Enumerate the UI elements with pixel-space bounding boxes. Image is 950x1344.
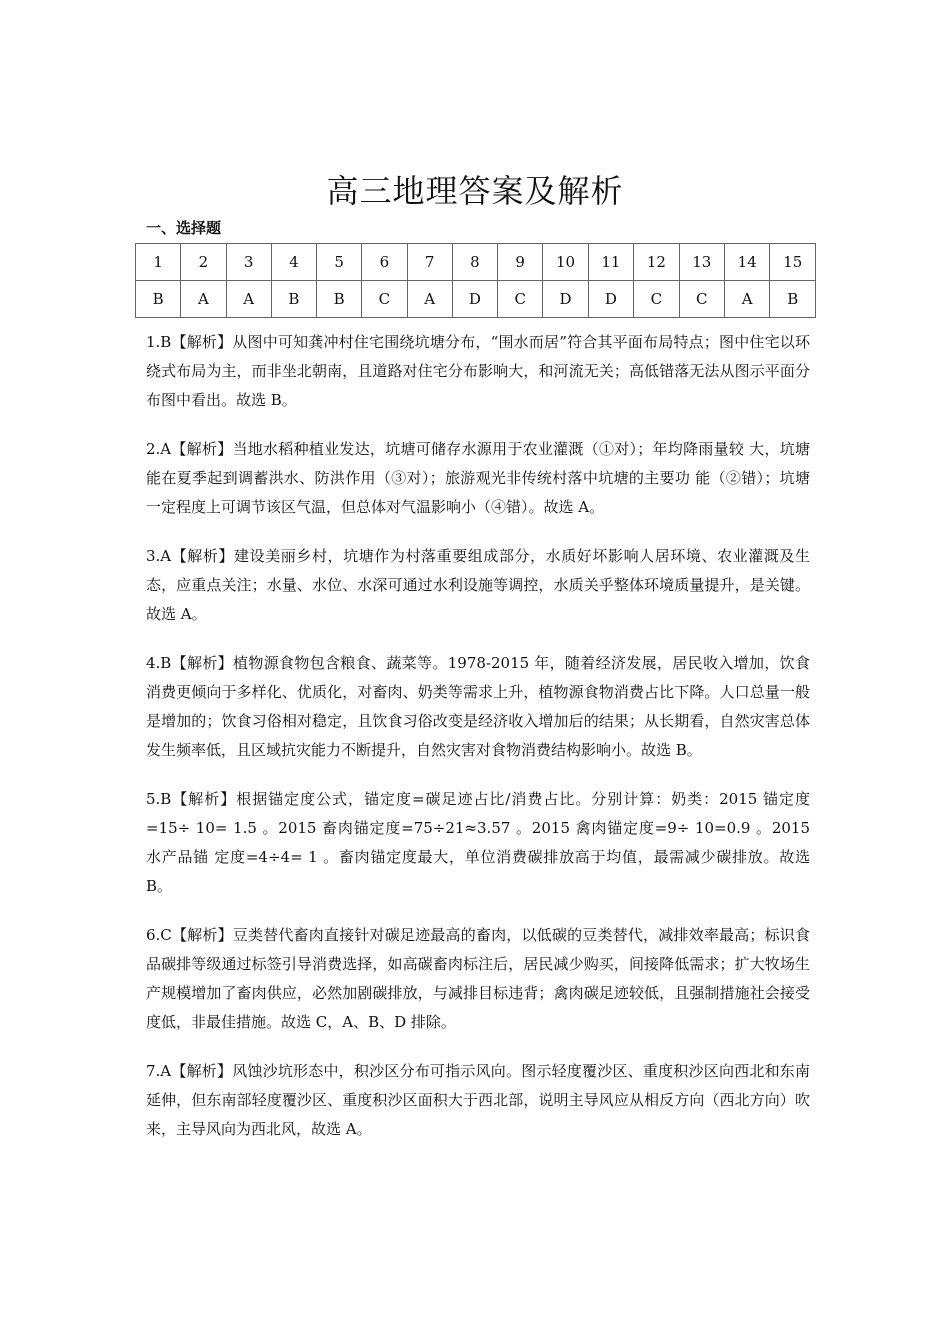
question-number-cell: 8 bbox=[452, 244, 497, 281]
explanation-item: 6.C【解析】豆类替代畜肉直接针对碳足迹最高的畜肉，以低碳的豆类替代，减排效率最高；标识食品碳排等级通过标签引导消费选择，如高碳畜肉标注后，居民减少购买，间接降低需求；扩大牧场生产规模增加了畜肉供应，必然加剧碳排放，与减排目标违背；禽肉碳足迹较低，且强制措施社会接受度低，非最佳措施。故选 C，A、B、D 排除。 bbox=[146, 926, 810, 1031]
explanation-item: 1.B【解析】从图中可知龚冲村住宅围绕坑塘分布，“围水而居”符合其平面布局特点；图中住宅以环绕式布局为主，而非坐北朝南，且道路对住宅分布影响大，和河流无关；高低错落无法从图示平面分布图中看出。故选 B。 bbox=[146, 333, 810, 409]
question-number-row bbox=[136, 244, 816, 281]
answer-cell: D bbox=[588, 281, 633, 318]
explanation-item: 3.A【解析】建设美丽乡村，坑塘作为村落重要组成部分，水质好坏影响人居环境、农业灌溉及生态，应重点关注；水量、水位、水深可通过水利设施等调控，水质关乎整体环境质量提升，是关键。故选 A。 bbox=[146, 547, 810, 623]
question-number-cell: 11 bbox=[588, 244, 633, 281]
question-number-cell: 7 bbox=[407, 244, 452, 281]
answer-row bbox=[136, 281, 816, 318]
answer-cell: D bbox=[543, 281, 588, 318]
page-title: 高三地理答案及解析 bbox=[326, 172, 624, 210]
answer-cell: A bbox=[181, 281, 226, 318]
answer-cell: C bbox=[362, 281, 407, 318]
section-heading: 一、选择题 bbox=[146, 219, 222, 237]
answer-cell: B bbox=[136, 281, 181, 318]
answer-cell: C bbox=[634, 281, 679, 318]
explanation-item: 5.B【解析】根据锚定度公式，锚定度=碳足迹占比/消费占比。分别计算：奶类：2015 锚定度=15÷ 10= 1.5 。2015 畜肉锚定度=75÷21≈3.57 。2015 禽肉锚定度=9÷ 10=0.9 。2015 水产品锚 定度=4÷4= 1 。畜肉锚定度最大，单位消费碳排放高于均值，最需减少碳排放。故选 B。 bbox=[146, 790, 810, 895]
answer-cell: A bbox=[226, 281, 271, 318]
question-number-cell: 14 bbox=[725, 244, 770, 281]
answer-cell: D bbox=[452, 281, 497, 318]
answer-cell: A bbox=[407, 281, 452, 318]
answer-cell: C bbox=[679, 281, 724, 318]
explanation-item: 4.B【解析】植物源食物包含粮食、蔬菜等。1978-2015 年，随着经济发展，居民收入增加，饮食消费更倾向于多样化、优质化，对畜肉、奶类等需求上升，植物源食物消费占比下降。人口总量一般是增加的；饮食习俗相对稳定，且饮食习俗改变是经济收入增加后的结果；从长期看，自然灾害总体发生频率低，且区域抗灾能力不断提升，自然灾害对食物消费结构影响小。故选 B。 bbox=[146, 654, 810, 759]
question-number-cell: 4 bbox=[271, 244, 316, 281]
explanation-item: 7.A【解析】风蚀沙坑形态中，积沙区分布可指示风向。图示轻度覆沙区、重度积沙区向西北和东南延伸，但东南部轻度覆沙区、重度积沙区面积大于西北部，说明主导风应从相反方向（西北方向）吹来，主导风向为西北风，故选 A。 bbox=[146, 1062, 810, 1138]
question-number-cell: 12 bbox=[634, 244, 679, 281]
question-number-cell: 1 bbox=[136, 244, 181, 281]
question-number-cell: 15 bbox=[770, 244, 816, 281]
question-number-cell: 6 bbox=[362, 244, 407, 281]
answer-cell: C bbox=[498, 281, 543, 318]
question-number-cell: 5 bbox=[317, 244, 362, 281]
answer-table bbox=[135, 243, 816, 318]
question-number-cell: 10 bbox=[543, 244, 588, 281]
explanation-list bbox=[146, 328, 810, 1164]
question-number-cell: 3 bbox=[226, 244, 271, 281]
explanation-item: 2.A【解析】当地水稻种植业发达，坑塘可储存水源用于农业灌溉（①对）；年均降雨量较 大，坑塘能在夏季起到调蓄洪水、防洪作用（③对）；旅游观光非传统村落中坑塘的主要功 能（②错）；坑塘一定程度上可调节该区气温，但总体对气温影响小（④错）。故选 A。 bbox=[146, 440, 810, 516]
question-number-cell: 2 bbox=[181, 244, 226, 281]
question-number-cell: 13 bbox=[679, 244, 724, 281]
question-number-cell: 9 bbox=[498, 244, 543, 281]
answer-cell: A bbox=[725, 281, 770, 318]
answer-cell: B bbox=[271, 281, 316, 318]
answer-cell: B bbox=[317, 281, 362, 318]
answer-cell: B bbox=[770, 281, 816, 318]
